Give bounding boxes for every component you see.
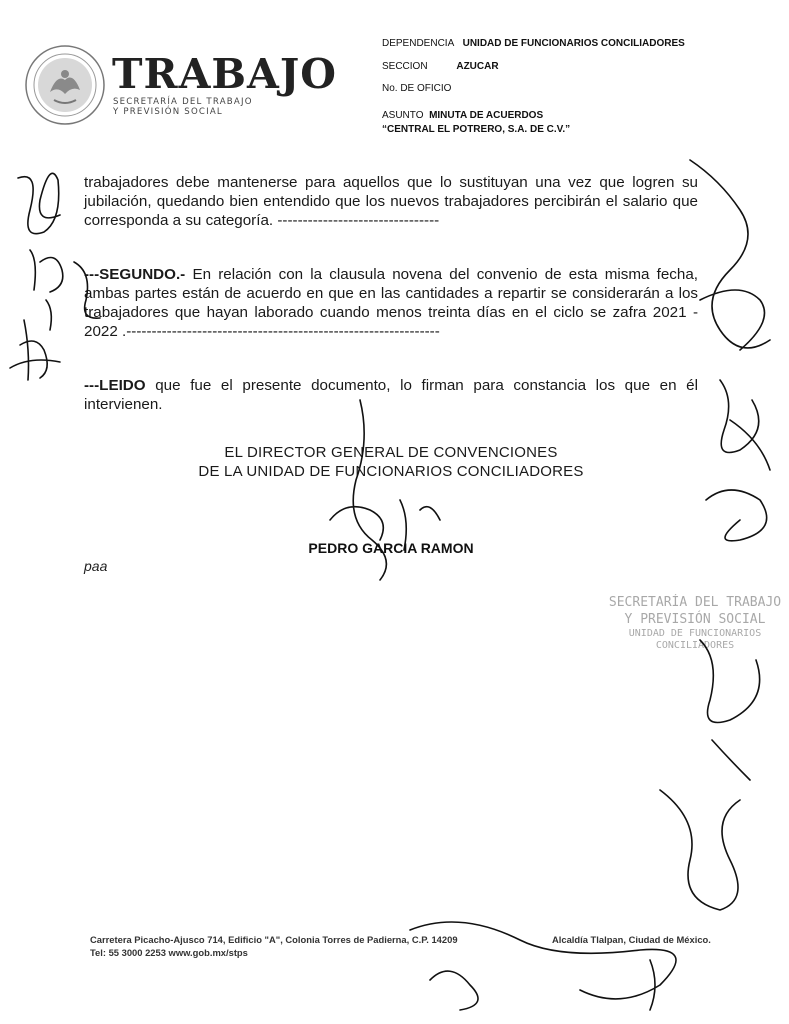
seccion-label: SECCION [382,61,428,72]
footer-contact: Tel: 55 3000 2253 www.gob.mx/stps [90,947,248,958]
right-margin-signature-3 [706,490,767,541]
stamp-line-4: CONCILIADORES [655,640,735,651]
right-margin-signature-2 [720,380,770,470]
segundo-text: En relación con la clausula novena del convenio de esta misma fecha, ambas partes están de acuerdo en que en las cantidades a repartir se considerarán a los trabajadores que hayan laborado cuando menos treinta días en el ciclo se zafra 2021 - 2022 .-------------------------------------------------------------- [84,266,698,340]
director-title-2: DE LA UNIDAD DE FUNCIONARIOS CONCILIADORES [198,463,584,480]
stamp-line-1: SECRETARÍA DEL TRABAJO [608,595,782,610]
paragraph-leido [84,376,698,414]
typist-initials: paa [84,558,108,574]
left-margin-signature-2 [10,300,60,380]
segundo-heading: ---SEGUNDO.- [84,266,186,283]
brand-subtitle-line-2: Y PREVISIÓN SOCIAL [113,107,223,117]
brand-title: TRABAJO [112,50,337,98]
seccion-value: AZUCAR [456,61,499,72]
paragraph-segundo [84,265,698,341]
paragraph-1: trabajadores debe mantenerse para aquellos que lo sustituyan una vez que logren su jubilación, quedando bien entendido que los nuevos trabajadores percibirán el salario que corresponda a su categoría. -------------------------------- [84,174,698,229]
director-title-1: EL DIRECTOR GENERAL DE CONVENCIONES [224,444,558,461]
brand-subtitle [113,97,253,117]
leido-heading: ---LEIDO [84,377,146,394]
mexico-seal-logo [24,44,106,126]
dependencia-row [382,38,685,49]
seccion-row [382,61,499,72]
leido-text: que fue el presente documento, lo firman para constancia los que en él intervienen. [84,377,698,413]
oficio-label: No. DE OFICIO [382,83,452,94]
official-stamp [600,594,789,652]
signer-name: PEDRO GARCIA RAMON [308,540,474,556]
stamp-area-signature [700,640,760,780]
dependencia-label: DEPENDENCIA [382,38,455,49]
asunto-label: ASUNTO [382,110,424,121]
asunto-row [382,110,543,121]
footer-address: Carretera Picacho-Ajusco 714, Edificio "A", Colonia Torres de Padierna, C.P. 14209 [90,934,458,945]
stamp-line-2: Y PREVISIÓN SOCIAL [624,612,766,627]
asunto-company: “CENTRAL EL POTRERO, S.A. DE C.V.” [382,124,571,135]
stamp-line-3: UNIDAD DE FUNCIONARIOS [628,628,762,639]
left-margin-signature-1 [18,173,63,292]
brand-subtitle-line-1: SECRETARÍA DEL TRABAJO [113,97,253,107]
asunto-value: MINUTA DE ACUERDOS [429,110,544,121]
lower-right-signature [660,790,740,910]
footer-city: Alcaldía Tlalpan, Ciudad de México. [552,934,711,945]
dependencia-value: UNIDAD DE FUNCIONARIOS CONCILIADORES [462,38,685,49]
right-margin-signature-1 [690,160,770,350]
